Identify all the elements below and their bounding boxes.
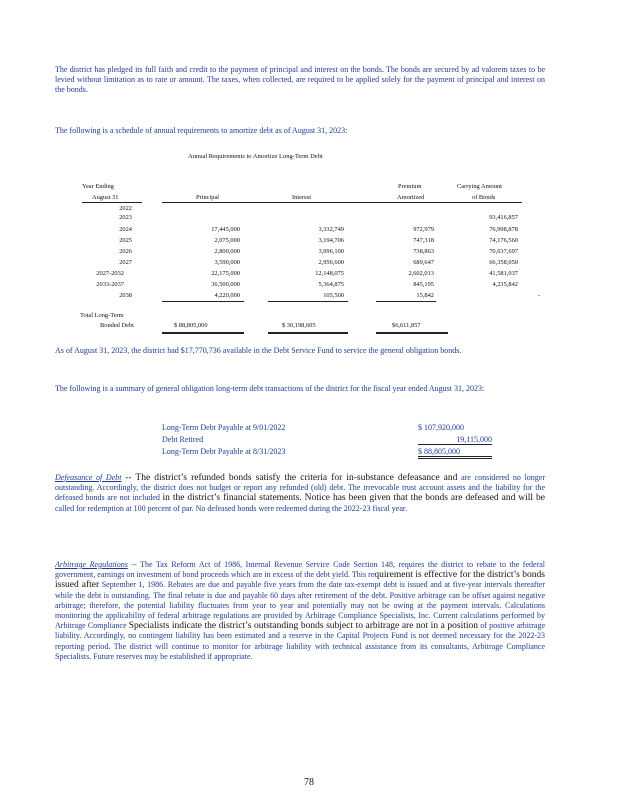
arbitrage-lead: -- The Tax Reform Act of 1986, Internal Revenue Service Code Section 148, requires the district to rebate to the federal government, earnings on investment of bond proceeds which are in excess of the debt yield. This re	[55, 560, 545, 580]
debt-summary-label: Debt Retired	[162, 435, 204, 444]
rule	[162, 301, 244, 302]
total-label-top: Total Long-Term	[80, 312, 124, 319]
page-number: 78	[304, 777, 314, 788]
debt-summary-label: Long-Term Debt Payable at 9/01/2022	[162, 423, 286, 432]
arbitrage-body: September 1, 1986. Rebates are due and payable five years from the date tax-exempt debt is issued and at five-year intervals thereafter while the debt is outstanding. The final rebate is due and payable 60 days after retirement of the debt. Positive arbitrage can be offset against negative arbitrage; therefore, the potential liability fluctuates from year to year and potentially may not be owing at the payment intervals. Calculations monitoring the applicability of federal arbitrage regulations are provided by Arbitrage Compliance Specialists, Inc. Current calculations performed by Arbitrage Compliance	[55, 580, 546, 631]
double-rule	[268, 332, 348, 334]
debt-summary-amount: $ 88,805,000	[418, 447, 492, 459]
arbitrage-emphasis-2: Specialists indicate the district’s outstanding bonds subject to arbitrage are not in a position	[128, 621, 479, 632]
header-year-bottom: August 31	[92, 194, 119, 201]
table-title: Annual Requirements to Amortize Long-Term Debt	[188, 153, 323, 160]
defeasance-section	[55, 473, 545, 514]
arbitrage-emphasis-1: quirement is effective for the district’s bonds issued after	[55, 570, 545, 591]
schedule-intro: The following is a schedule of annual requirements to amortize debt as of August 31, 2023:	[55, 126, 348, 135]
double-rule	[376, 332, 448, 334]
total-interest: $ 30,198,605	[282, 322, 316, 329]
header-row-top	[0, 183, 618, 191]
table-row: 2038 4,220,000 105,500 15,842 -	[119, 292, 540, 299]
rule	[162, 202, 522, 203]
header-carrying-bottom: of Bonds	[472, 194, 496, 201]
table-row: 2023 93,416,857	[119, 214, 518, 221]
defeasance-body: are considered no longer outstanding. Accordingly, the district does not budget or report any refunded (old) debt. The irrevocable trust account assets and the liability for the defeased bonds are not included	[55, 473, 546, 503]
rule	[376, 301, 436, 302]
debt-summary-amount: 19,115,000	[418, 435, 492, 445]
table-row: 2025 2,075,000 3,194,706 747,318 74,176,560	[119, 237, 518, 244]
table-row: 2027-2032 22,175,000 12,148,075 2,602,013 41,581,037	[96, 270, 518, 277]
arbitrage-tail: of positive arbitrage liability. Accordingly, no contingent liability has been estimated and a reserve in the Capital Projects Fund is not deemed necessary for the 2022-23 reporting period. The district will continue to monitor for arbitrage liability with technical assistance from its consultants, Arbitrage Compliance Specialists. Future reserves may be established if appropriate.	[55, 621, 546, 661]
double-rule	[162, 332, 244, 334]
defeasance-heading: Defeasance of Debt	[55, 473, 122, 482]
amortization-table	[0, 0, 618, 340]
header-principal: Principal	[196, 194, 220, 201]
header-carrying-top: Carrying Amount	[457, 183, 502, 190]
defeasance-emphasis: in the district’s financial statements. Notice has been given that the bonds are defeased and will be	[162, 493, 545, 504]
header-row-bottom	[0, 194, 618, 202]
debt-summary-amount: $ 107,920,000	[418, 423, 464, 432]
total-premium: $6,611,857	[392, 322, 421, 329]
header-premium-bottom: Amortized	[397, 194, 425, 201]
summary-intro: The following is a summary of general obligation long-term debt transactions of the district for the fiscal year ended August 31, 2023:	[55, 384, 485, 393]
pledge-paragraph: The district has pledged its full faith and credit to the payment of principal and interest on the bonds. The bonds are secured by ad valorem taxes to be levied without limitation as to rate or amount. The taxes, when collected, are required to be applied solely for the payment of principal and interest on the bonds.	[55, 65, 545, 95]
table-row: 2026 2,800,000 3,096,100 738,863 70,637,697	[119, 248, 518, 255]
rule	[268, 301, 348, 302]
header-year-top: Year Ending	[82, 183, 114, 190]
arbitrage-heading: Arbitrage Regulations	[55, 560, 128, 569]
table-row: 2024 17,445,000 3,332,749 972,979 76,998,878	[119, 226, 518, 233]
total-row-top	[0, 312, 618, 320]
total-row	[0, 322, 618, 330]
header-premium-top: Premium	[398, 183, 422, 190]
table-row: 2022	[119, 205, 132, 212]
table-row: 2033-2037 36,500,000 5,364,875 845,195 4,235,842	[96, 281, 518, 288]
debt-summary-label: Long-Term Debt Payable at 8/31/2023	[162, 447, 286, 456]
total-label-bottom: Bonded Debt	[100, 322, 134, 329]
defeasance-tail: called for redemption at 100 percent of par. No defeased bonds were redeemed during the 2022-23 fiscal year.	[55, 503, 408, 513]
debt-service-paragraph: As of August 31, 2023, the district had $17,770,736 available in the Debt Service Fund to service the general obligation bonds.	[55, 346, 462, 355]
rule	[82, 202, 142, 203]
table-row: 2027 3,590,000 2,956,600 689,647 66,358,050	[119, 259, 518, 266]
arbitrage-section	[55, 560, 545, 662]
defeasance-lead: -- The district’s refunded bonds satisfy the criteria for in-substance defeasance and	[125, 473, 458, 483]
header-interest: Interest	[292, 194, 312, 201]
total-principal: $ 88,805,000	[174, 322, 208, 329]
